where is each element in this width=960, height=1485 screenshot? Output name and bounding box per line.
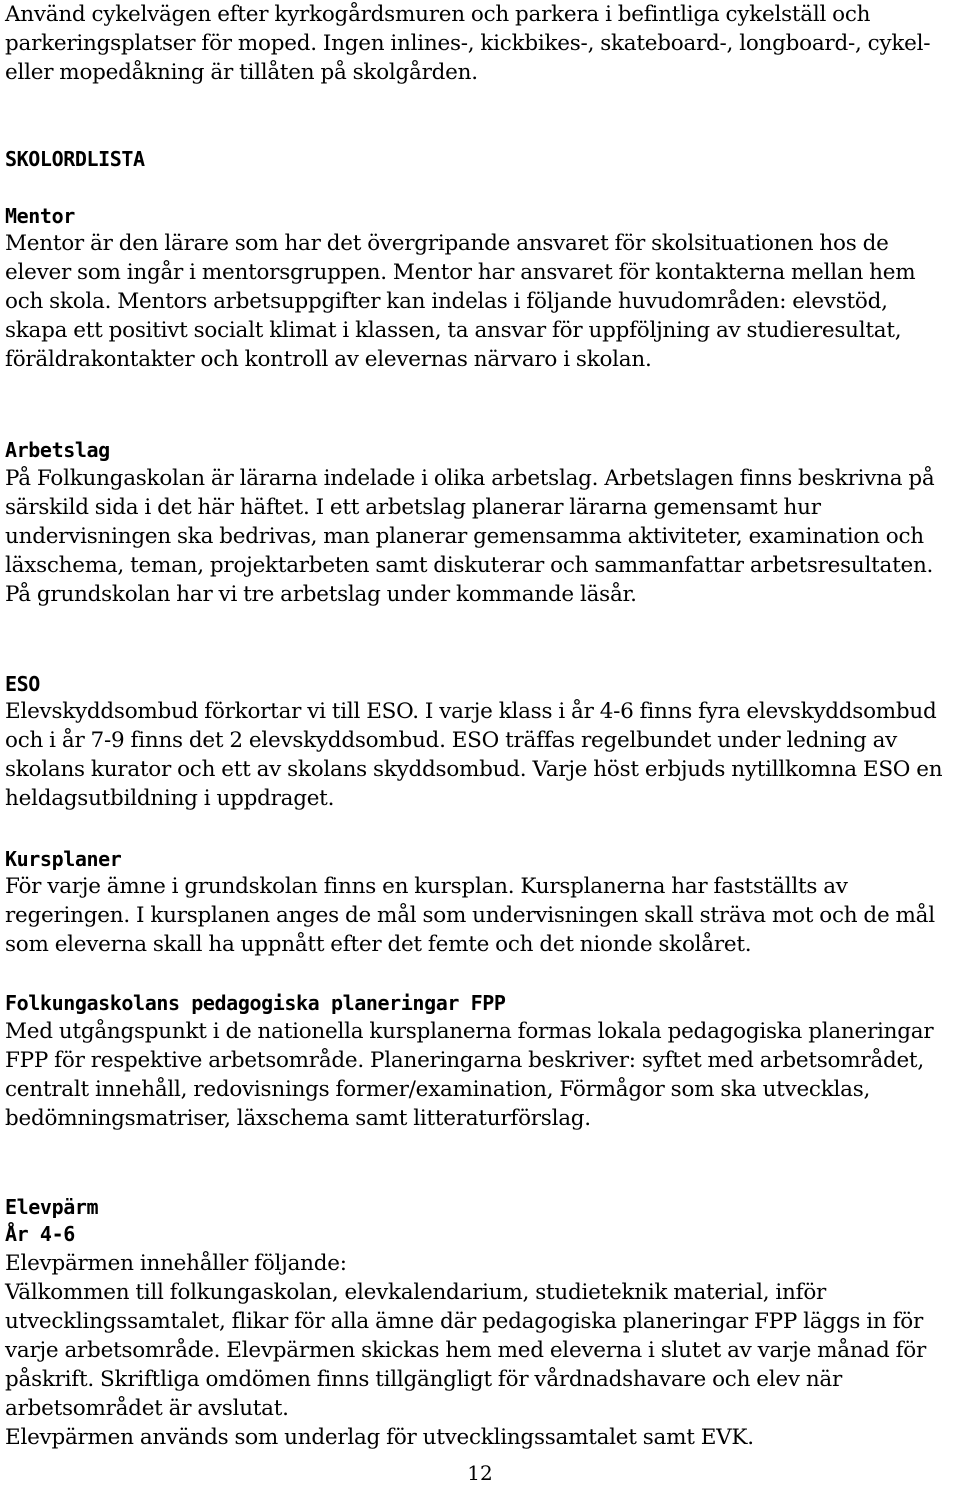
intro-paragraph: Använd cykelvägen efter kyrkogårdsmuren och parkera i befintliga cykelställ och parkeringsplatser för moped. Ingen inlines-, kickbikes-, skateboard-, longboard-, cykel- eller mopedåkning är tillåten på skolgården. (5, 2, 931, 85)
fpp-heading: Folkungaskolans pedagogiska planeringar FPP (5, 991, 506, 1015)
elevparm-paragraph: Elevpärmen innehåller följande: Välkommen till folkungaskolan, elevkalendarium, studieteknik material, inför utvecklingssamtalet, flikar för alla ämne där pedagogiska planeringar FPP läggs in för varje arbetsområde. Elevpärmen skickas hem med eleverna i slutet av varje månad för påskrift. Skriftliga omdömen finns tillgängligt för vårdnadshavare och elev när arbetsområdet är avslutat. Elevpärmen används som underlag för utvecklingssamtalet samt EVK. (5, 1251, 927, 1450)
kursplaner-paragraph: För varje ämne i grundskolan finns en kursplan. Kursplanerna har fastställts av regeringen. I kursplanen anges de mål som undervisningen skall sträva mot och de mål som eleverna skall ha uppnått efter det femte och det nionde skolåret. (5, 874, 935, 957)
mentor-paragraph: Mentor är den lärare som har det övergripande ansvaret för skolsituationen hos de elever som ingår i mentorsgruppen. Mentor har ansvaret för kontakterna mellan hem och skola. Mentors arbetsuppgifter kan indelas i följande huvudområden: elevstöd, skapa ett positivt socialt klimat i klassen, ta ansvar för uppföljning av studieresultat, föräldrakontakter och kontroll av elevernas närvaro i skolan. (5, 231, 916, 372)
section-title: SKOLORDLISTA (5, 147, 145, 171)
page-number: 12 (467, 1461, 493, 1485)
eso-paragraph: Elevskyddsombud förkortar vi till ESO. I varje klass i år 4-6 finns fyra elevskyddsombud och i år 7-9 finns det 2 elevskyddsombud. ESO träffas regelbundet under ledning av skolans kurator och ett av skolans skyddsombud. Varje höst erbjuds nytillkomna ESO en heldagsutbildning i uppdraget. (5, 699, 943, 811)
eso-heading: ESO (5, 672, 40, 696)
arbetslag-paragraph: På Folkungaskolan är lärarna indelade i olika arbetslag. Arbetslagen finns beskrivna på särskild sida i det här häftet. I ett arbetslag planerar lärarna gemensamt hur undervisningen ska bedrivas, man planerar gemensamma aktiviteter, examination och läxschema, teman, projektarbeten samt diskuterar och sammanfattar arbetsresultaten. På grundskolan har vi tre arbetslag under kommande läsår. (5, 466, 935, 607)
fpp-paragraph: Med utgångspunkt i de nationella kursplanerna formas lokala pedagogiska planeringar FPP för respektive arbetsområde. Planeringarna beskriver: syftet med arbetsområdet, centralt innehåll, redovisnings former/examination, Förmågor som ska utvecklas, bedömningsmatriser, läxschema samt litteraturförslag. (5, 1019, 934, 1131)
mentor-heading: Mentor (5, 204, 75, 228)
kursplaner-heading: Kursplaner (5, 847, 122, 871)
arbetslag-heading: Arbetslag (5, 438, 110, 462)
elevparm-subheading: År 4-6 (5, 1222, 75, 1246)
elevparm-heading: Elevpärm (5, 1195, 99, 1219)
